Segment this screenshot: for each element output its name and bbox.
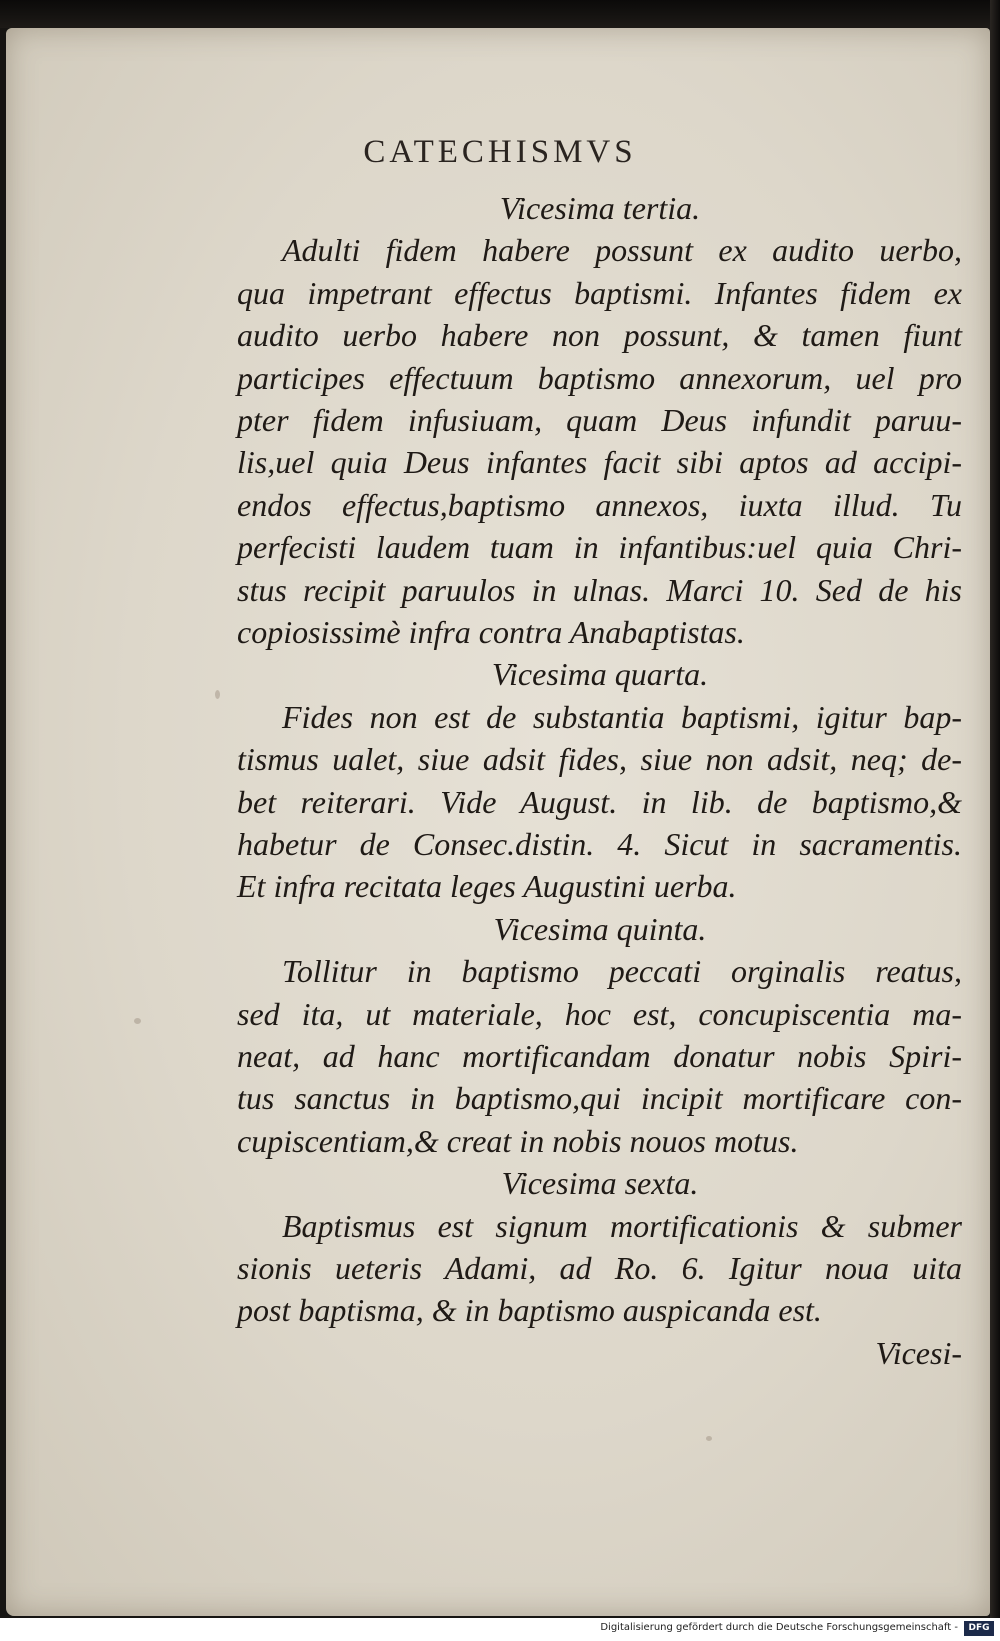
text-line: Fides non est de substantia baptismi, igitur bap- (282, 698, 962, 735)
text-line: Tollitur in baptismo peccati orginalis reatus, (282, 953, 962, 990)
scan-top-edge (0, 0, 1000, 28)
text-line: copiosissimè infra contra Anabaptistas. (237, 614, 745, 650)
text-line: qua impetrant effectus baptismi. Infantes fidem ex (237, 274, 962, 311)
text-line: sionis ueteris Adami, ad Ro. 6. Igitur noua uita (237, 1250, 962, 1286)
text-line: post baptisma, & in baptismo auspicanda est. (237, 1292, 822, 1329)
text-line: stus recipit paruulos in ulnas. Marci 10. Sed de his (237, 571, 962, 608)
catchword: Vicesi- (875, 1334, 962, 1371)
paper-stain (215, 690, 220, 699)
footer-credit: Digitalisierung gefördert durch die Deutsche Forschungsgemeinschaft - (600, 1622, 958, 1633)
text-line: pter fidem infusiuam, quam Deus infundit paruu- (237, 402, 962, 438)
text-line: participes effectuum baptismo annexorum, uel pro (237, 359, 962, 396)
text-line: sed ita, ut materiale, hoc est, concupiscentia ma- (237, 995, 962, 1032)
text-line: habetur de Consec.distin. 4. Sicut in sacramentis. (237, 826, 962, 862)
section-heading: Vicesima sexta. (501, 1165, 699, 1202)
text-line: endos effectus,baptismo annexos, iuxta illud. Tu (237, 486, 962, 523)
section-heading: Vicesima quarta. (491, 656, 709, 693)
paper-stain (706, 1436, 712, 1441)
text-line: tismus ualet, siue adsit fides, siue non adsit, neq; de- (237, 741, 962, 778)
text-line: audito uerbo habere non possunt, & tamen fiunt (237, 317, 962, 354)
text-line: tus sanctus in baptismo,qui incipit mortificare con- (237, 1080, 962, 1117)
text-line: cupiscentiam,& creat in nobis nouos motus. (237, 1122, 799, 1159)
scan-right-edge (990, 0, 1000, 1618)
digitization-footer (0, 1618, 1000, 1641)
text-line: lis,uel quia Deus infantes facit sibi aptos ad accipi- (237, 444, 962, 481)
paper-stain (134, 1018, 141, 1024)
dfg-logo: DFG (964, 1621, 994, 1636)
section-heading: Vicesima tertia. (499, 190, 701, 226)
section-heading: Vicesima quinta. (493, 910, 707, 947)
text-line: Baptismus est signum mortificationis & submer (282, 1207, 962, 1244)
text-line: perfecisti laudem tuam in infantibus:uel quia Chri- (237, 529, 962, 566)
text-line: neat, ad hanc mortificandam donatur nobis Spiri- (237, 1038, 962, 1074)
text-line: Adulti fidem habere possunt ex audito uerbo, (282, 232, 962, 269)
text-line: bet reiterari. Vide August. in lib. de baptismo,& (237, 783, 962, 820)
running-head: CATECHISMVS (363, 134, 637, 170)
text-line: Et infra recitata leges Augustini uerba. (237, 868, 737, 905)
